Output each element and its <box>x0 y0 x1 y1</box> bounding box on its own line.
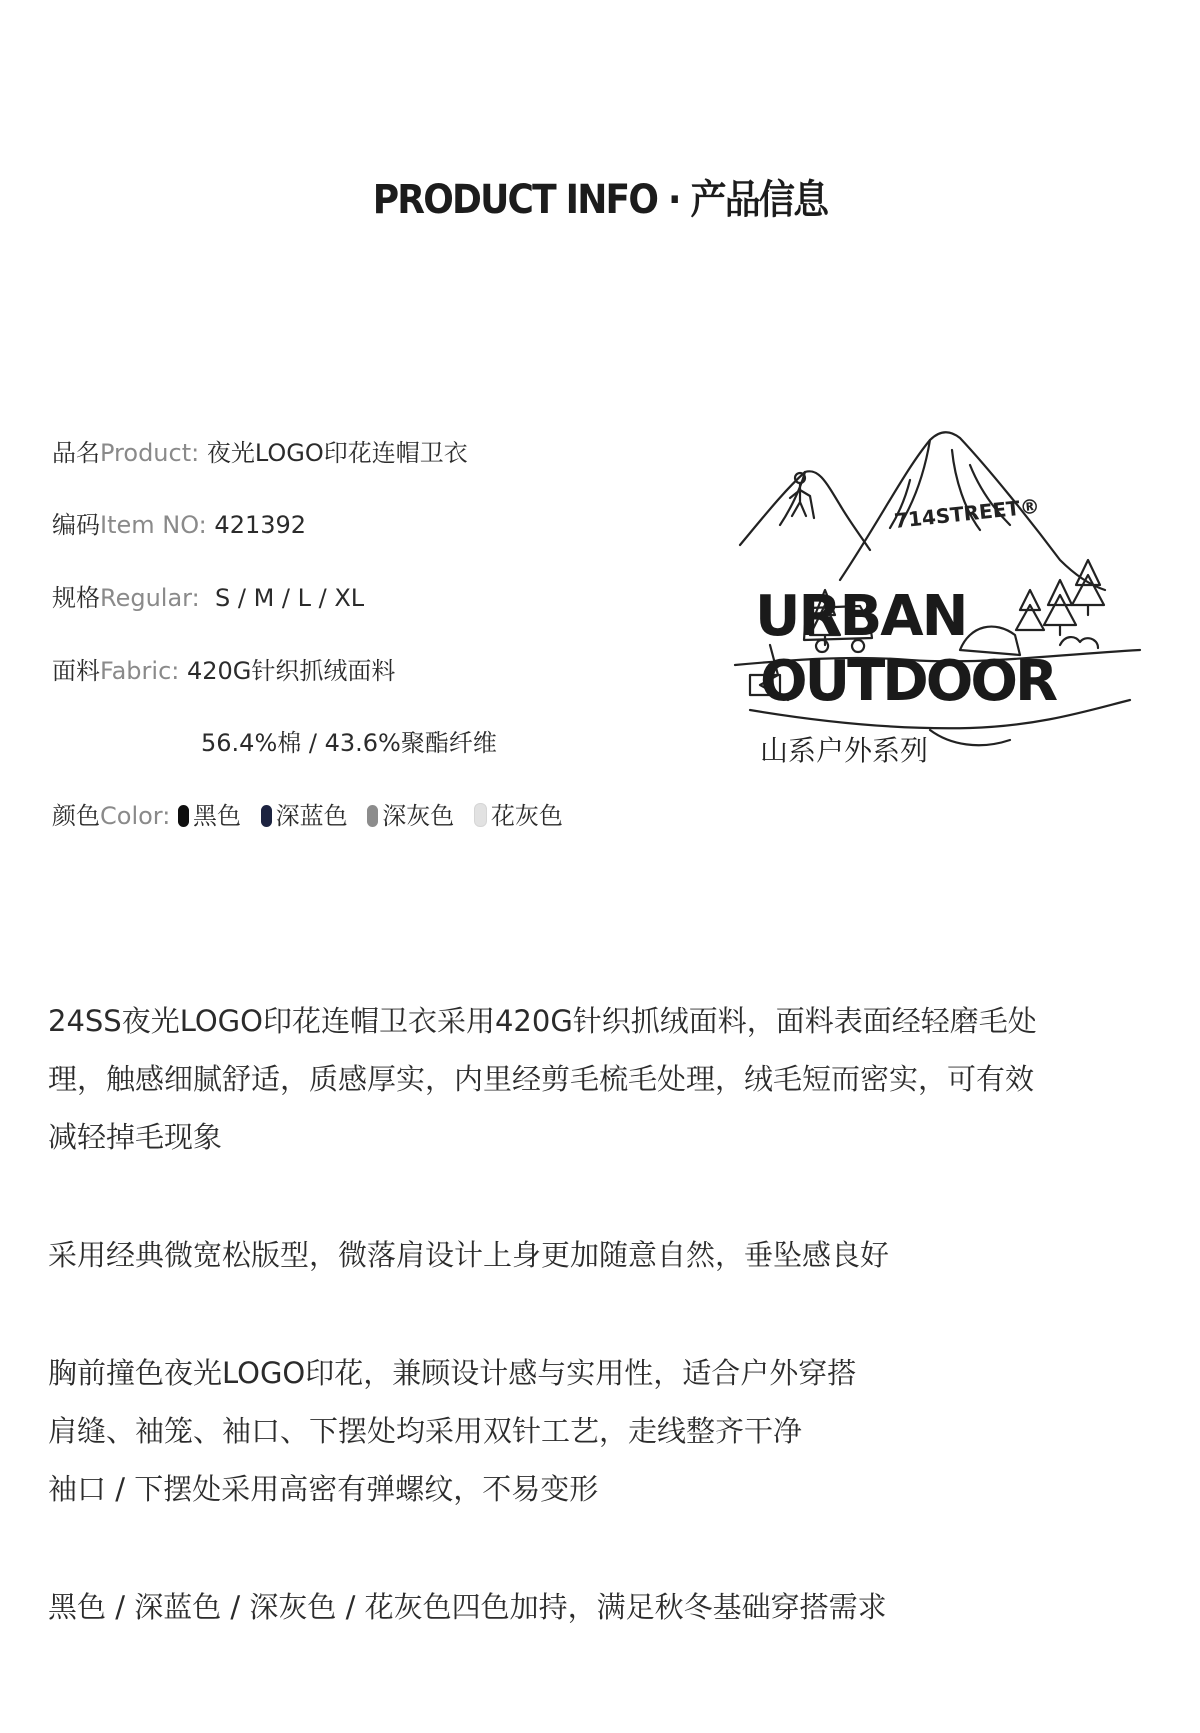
description-line: 24SS夜光LOGO印花连帽卫衣采用420G针织抓绒面料，面料表面经轻磨毛处 <box>48 1004 1037 1038</box>
color-label-cn: 颜色 <box>52 802 100 830</box>
color-option-heather-gray <box>474 799 563 833</box>
tree-icon <box>1044 580 1076 635</box>
info-row-product <box>52 436 468 470</box>
color-swatch <box>178 805 189 827</box>
color-option-navy <box>261 799 348 833</box>
regular-label-cn: 规格 <box>52 584 100 612</box>
illustration-headline-urban: URBAN <box>755 584 967 649</box>
info-row-fabric <box>52 654 395 688</box>
description-line: 采用经典微宽松版型，微落肩设计上身更加随意自然，垂坠感良好 <box>48 1238 890 1272</box>
color-swatch <box>474 803 487 827</box>
item-no-label-en: Item NO: <box>100 511 207 539</box>
illustration-brand-text: 714STREET® <box>893 493 1041 533</box>
color-option-label: 黑色 <box>192 802 241 830</box>
product-label-en: Product: <box>100 439 200 467</box>
fabric-value: 420G针织抓绒面料 <box>187 657 396 685</box>
description-line: 黑色 / 深蓝色 / 深灰色 / 花灰色四色加持，满足秋冬基础穿搭需求 <box>48 1590 887 1624</box>
description-paragraph-details <box>48 1344 1158 1518</box>
regular-label-en: Regular: <box>100 584 200 612</box>
page-title: PRODUCT INFO · 产品信息 <box>372 177 828 223</box>
fabric-label-cn: 面料 <box>52 657 100 685</box>
product-label-cn: 品名 <box>52 439 100 467</box>
description-paragraph-colors <box>48 1578 1158 1636</box>
color-option-label: 深灰色 <box>382 802 455 830</box>
tree-icon <box>1016 590 1044 630</box>
illustration-series-text: 山系户外系列 <box>760 734 929 767</box>
color-option-black <box>178 799 241 833</box>
fabric-label-en: Fabric: <box>100 657 180 685</box>
color-option-dark-gray <box>367 799 454 833</box>
description-paragraph-fit <box>48 1226 1158 1284</box>
info-row-fabric-composition <box>201 726 497 760</box>
item-no-value: 421392 <box>214 511 307 539</box>
color-swatch <box>261 805 272 827</box>
color-label-en: Color: <box>100 802 171 830</box>
description-line: 袖口 / 下摆处采用高密有弹螺纹，不易变形 <box>48 1472 599 1506</box>
description-paragraph-fabric <box>48 992 1158 1166</box>
urban-outdoor-illustration <box>730 410 1150 810</box>
color-option-label: 深蓝色 <box>275 802 348 830</box>
regular-value: S / M / L / XL <box>214 584 365 612</box>
info-row-color <box>52 799 575 833</box>
description-line: 肩缝、袖笼、袖口、下摆处均采用双针工艺，走线整齐干净 <box>48 1414 803 1448</box>
fabric-composition: 56.4%棉 / 43.6%聚酯纤维 <box>201 729 497 757</box>
info-row-regular <box>52 581 364 615</box>
color-swatch <box>367 805 378 827</box>
description-line: 减轻掉毛现象 <box>48 1120 223 1154</box>
illustration-headline-outdoor: OUTDOOR <box>760 649 1056 714</box>
product-value: 夜光LOGO印花连帽卫衣 <box>206 439 468 467</box>
info-row-item-no <box>52 508 306 542</box>
item-no-label-cn: 编码 <box>52 511 100 539</box>
color-option-label: 花灰色 <box>490 802 563 830</box>
description-line: 胸前撞色夜光LOGO印花，兼顾设计感与实用性，适合户外穿搭 <box>48 1356 857 1390</box>
description-line: 理，触感细腻舒适，质感厚实，内里经剪毛梳毛处理，绒毛短而密实，可有效 <box>48 1062 1035 1096</box>
